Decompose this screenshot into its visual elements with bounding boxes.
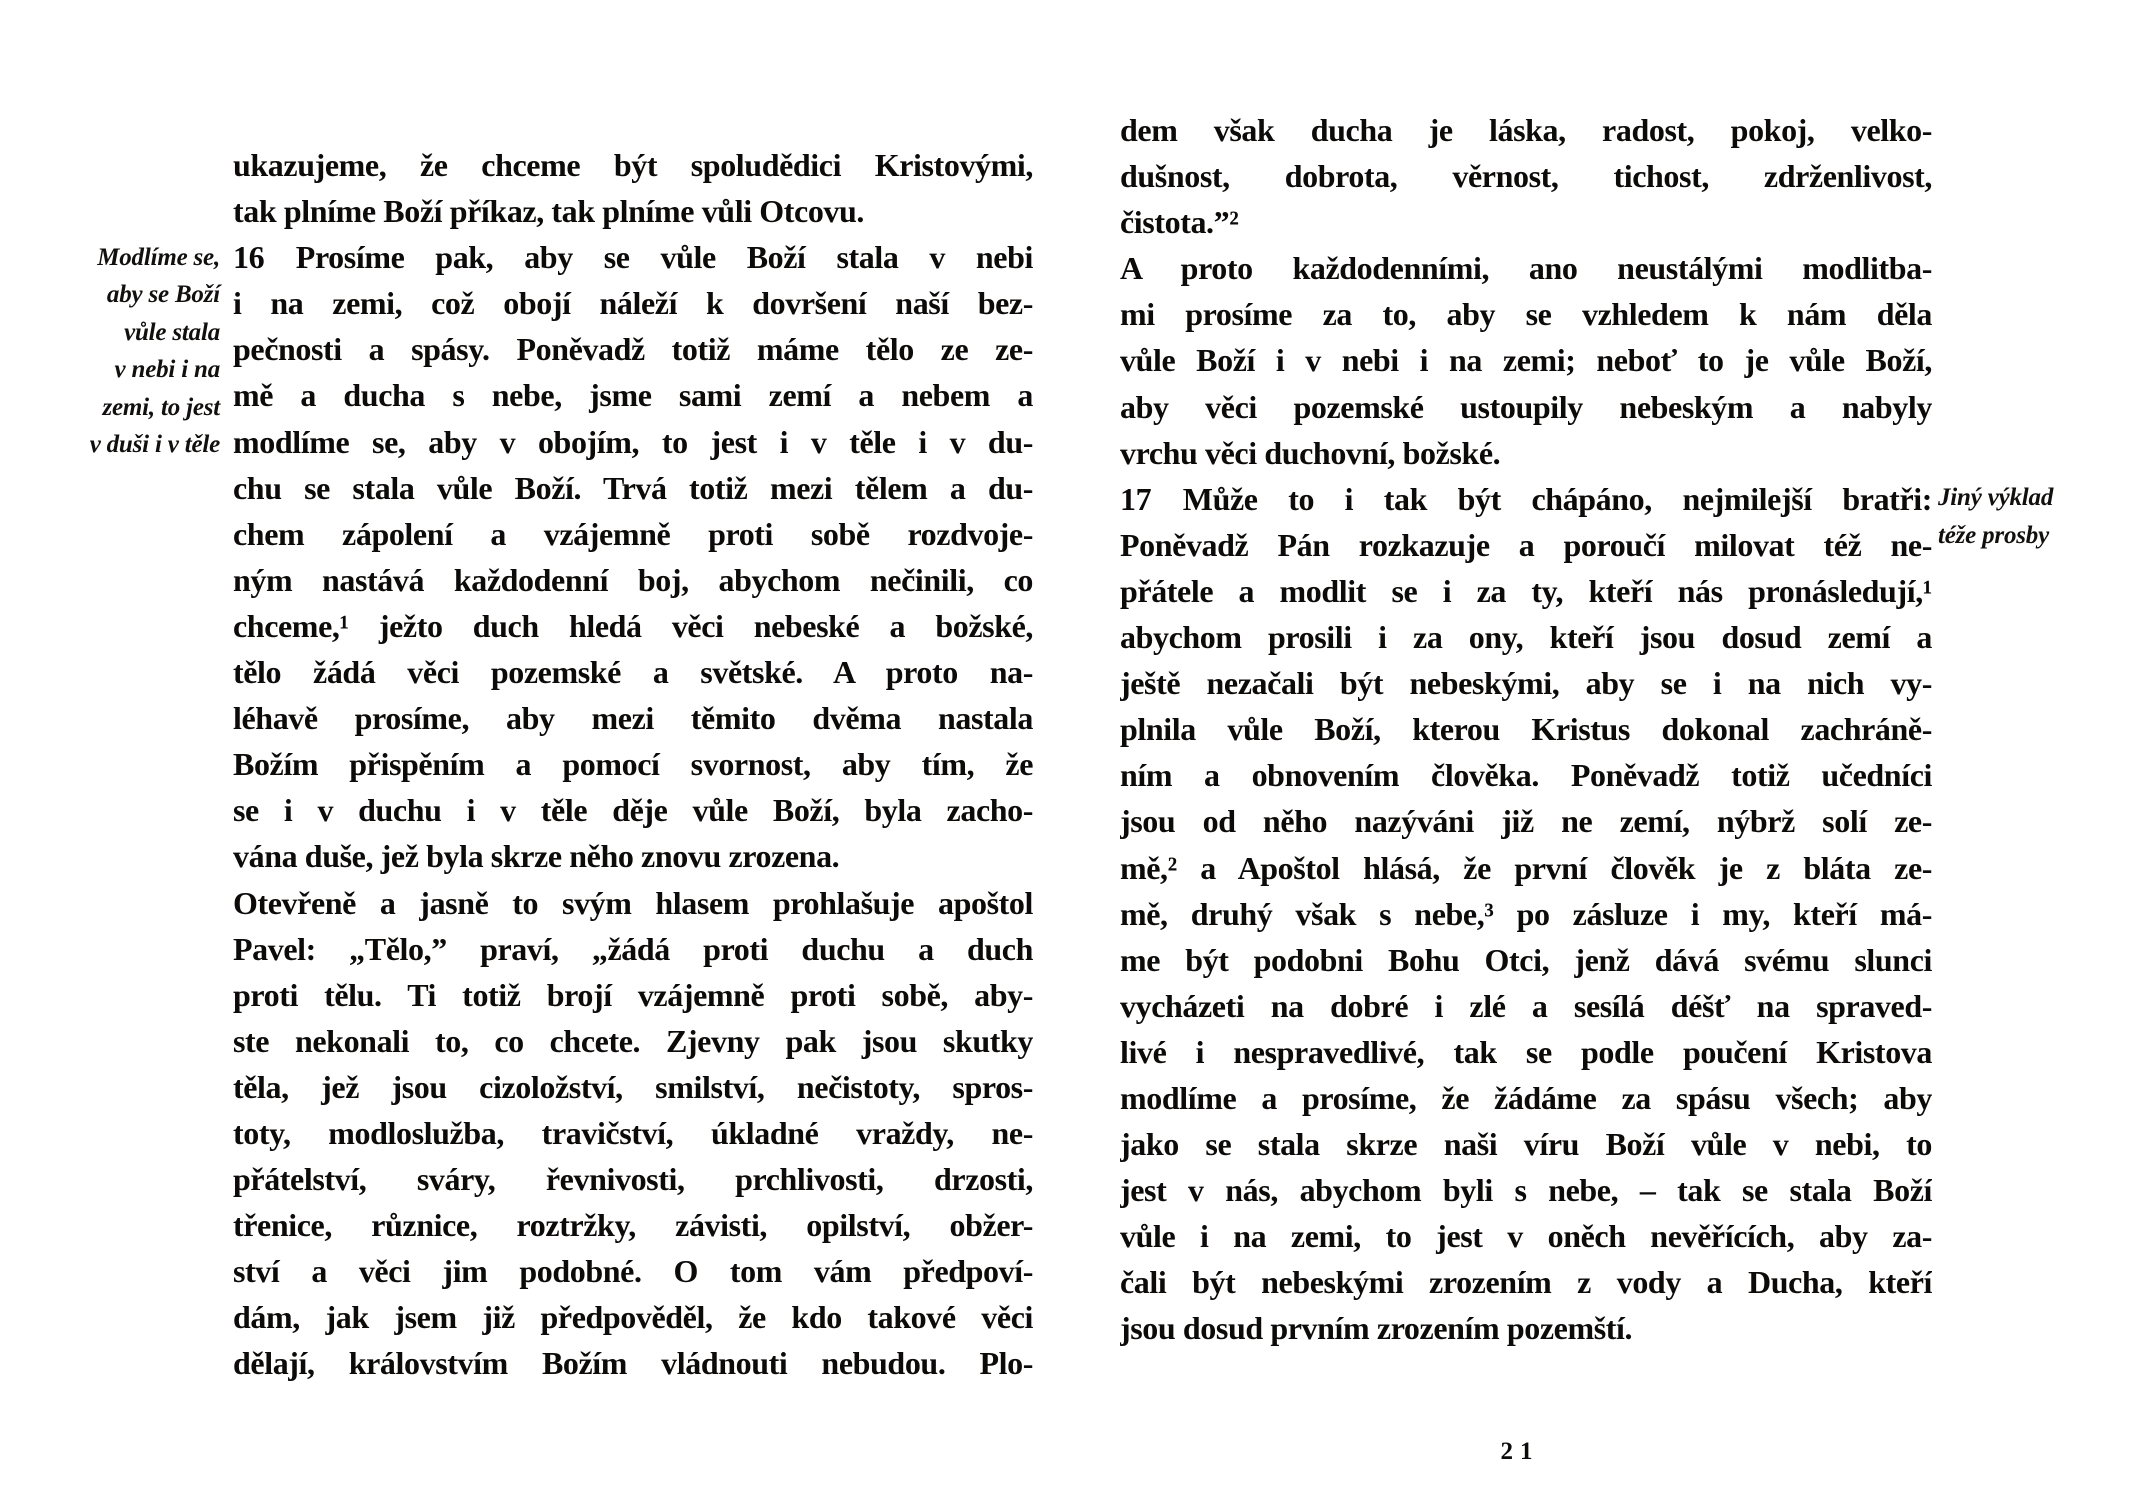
text-line: třenice, různice, roztržky, závisti, opilství, obžer- [233, 1207, 1033, 1244]
text-line: dám, jak jsem již předpověděl, že kdo takové věci [233, 1299, 1033, 1336]
text-line: dělají, královstvím Božím vládnouti nebudou. Plo- [233, 1345, 1033, 1382]
margin-note-line: v nebi i na [114, 356, 220, 384]
text-line: me být podobni Bohu Otci, jenž dává svému slunci [1120, 941, 1932, 978]
margin-note-line: aby se Boží [106, 281, 220, 309]
text-line: abychom prosili i za ony, kteří jsou dosud zemí a [1120, 619, 1932, 656]
text-line: ste nekonali to, co chcete. Zjevny pak jsou skutky [233, 1022, 1033, 1059]
text-line: dem však ducha je láska, radost, pokoj, velko- [1120, 112, 1932, 148]
text-line: modlíme a prosíme, že žádáme za spásu všech; aby [1120, 1079, 1932, 1116]
text-line: tělo žádá věci pozemské a světské. A proto na- [233, 654, 1033, 691]
text-line: vycházeti na dobré i zlé a sesílá déšť na spraved- [1120, 987, 1932, 1024]
text-line: livé i nespravedlivé, tak se podle poučení Kristova [1120, 1033, 1932, 1070]
text-line: mě, druhý však s nebe,³ po zásluze i my, kteří má- [1120, 895, 1932, 932]
text-line: čistota.”² [1120, 204, 1239, 241]
text-line: A proto každodenními, ano neustálými modlitba- [1120, 250, 1932, 287]
text-line: vrchu věci duchovní, božské. [1120, 434, 1501, 471]
text-line: ještě nezačali být nebeskými, aby se i na nich vy- [1120, 665, 1932, 702]
text-line: modlíme se, aby v obojím, to jest i v těle i v du- [233, 423, 1033, 460]
page-number: 21 [1500, 1438, 1540, 1465]
text-line: ným nastává každodenní boj, abychom nečinili, co [233, 561, 1033, 598]
text-line: se i v duchu i v těle děje vůle Boží, byla zacho- [233, 792, 1033, 829]
margin-note-line: v duši i v těle [89, 431, 220, 459]
text-line: tak plníme Boží příkaz, tak plníme vůli Otcovu. [233, 193, 865, 230]
text-line: jest v nás, abychom byli s nebe, – tak se stala Boží [1120, 1172, 1932, 1209]
text-line: mě a ducha s nebe, jsme sami zemí a nebem a [233, 377, 1033, 414]
text-line: plnila vůle Boží, kterou Kristus dokonal zachráně- [1120, 711, 1932, 748]
text-line: dušnost, dobrota, věrnost, tichost, zdrženlivost, [1120, 158, 1932, 195]
text-line: toty, modloslužba, travičství, úkladné vraždy, ne- [233, 1114, 1033, 1151]
text-line: vůle i na zemi, to jest v oněch nevěřících, aby za- [1120, 1218, 1932, 1255]
text-line: přátelství, sváry, řevnivosti, prchlivosti, drzosti, [233, 1161, 1033, 1198]
text-line: chem zápolení a vzájemně proti sobě rozdvoje- [233, 515, 1033, 552]
text-line: chceme,¹ ježto duch hledá věci nebeské a božské, [233, 607, 1033, 644]
margin-note-line: vůle stala [124, 318, 220, 346]
text-line: i na zemi, což obojí náleží k dovršení naší bez- [233, 285, 1033, 322]
text-line: léhavě prosíme, aby mezi těmito dvěma nastala [233, 700, 1033, 737]
text-line: 16 Prosíme pak, aby se vůle Boží stala v nebi [233, 239, 1033, 276]
text-line: jsou od něho nazýváni již ne zemí, nýbrž solí ze- [1120, 803, 1932, 840]
text-line: chu se stala vůle Boží. Trvá totiž mezi tělem a du- [233, 469, 1033, 506]
right-page-text-column [1120, 107, 1932, 1352]
text-line: 17 Může to i tak být chápáno, nejmilejší bratři: [1120, 480, 1932, 517]
text-line: jsou dosud prvním zrozením pozemští. [1120, 1310, 1633, 1347]
text-line: Božím přispěním a pomocí svornost, aby tím, že [233, 746, 1033, 783]
text-line: Otevřeně a jasně to svým hlasem prohlašuje apoštol [233, 884, 1033, 921]
text-line: jako se stala skrze naši víru Boží vůle v nebi, to [1120, 1126, 1932, 1163]
text-line: vůle Boží i v nebi i na zemi; neboť to je vůle Boží, [1120, 342, 1932, 379]
margin-note-line: téže prosby [1938, 522, 2049, 549]
text-line: mi prosíme za to, aby se vzhledem k nám děla [1120, 296, 1932, 333]
text-line: těla, jež jsou cizoložství, smilství, nečistoty, spros- [233, 1068, 1033, 1105]
text-line: přátele a modlit se i za ty, kteří nás pronásledují,¹ [1120, 572, 1932, 609]
text-line: pečnosti a spásy. Poněvadž totiž máme tělo ze ze- [233, 331, 1033, 368]
text-line: Pavel: „Tělo,” praví, „žádá proti duchu a duch [233, 930, 1033, 967]
text-line: čali být nebeskými zrozením z vody a Ducha, kteří [1120, 1264, 1932, 1301]
left-page-text-column [233, 142, 1033, 1387]
right-margin-note [1938, 479, 2146, 555]
text-line: ním a obnovením člověka. Poněvadž totiž učedníci [1120, 757, 1932, 794]
left-margin-note [28, 239, 220, 463]
margin-note-line: zemi, to jest [102, 393, 220, 421]
text-line: proti tělu. Ti totiž brojí vzájemně proti sobě, aby- [233, 976, 1033, 1013]
text-line: mě,² a Apoštol hlásá, že první člověk je z bláta ze- [1120, 849, 1932, 886]
margin-note-line: Modlíme se, [97, 244, 220, 271]
text-line: aby věci pozemské ustoupily nebeským a nabyly [1120, 388, 1932, 425]
margin-note-line: Jiný výklad [1938, 484, 2054, 511]
text-line: ství a věci jim podobné. O tom vám předpoví- [233, 1253, 1033, 1290]
text-line: ukazujeme, že chceme být spoludědici Kristovými, [233, 147, 1033, 183]
text-line: vána duše, jež byla skrze něho znovu zrozena. [233, 838, 840, 875]
text-line: Poněvadž Pán rozkazuje a poroučí milovat též ne- [1120, 526, 1932, 563]
